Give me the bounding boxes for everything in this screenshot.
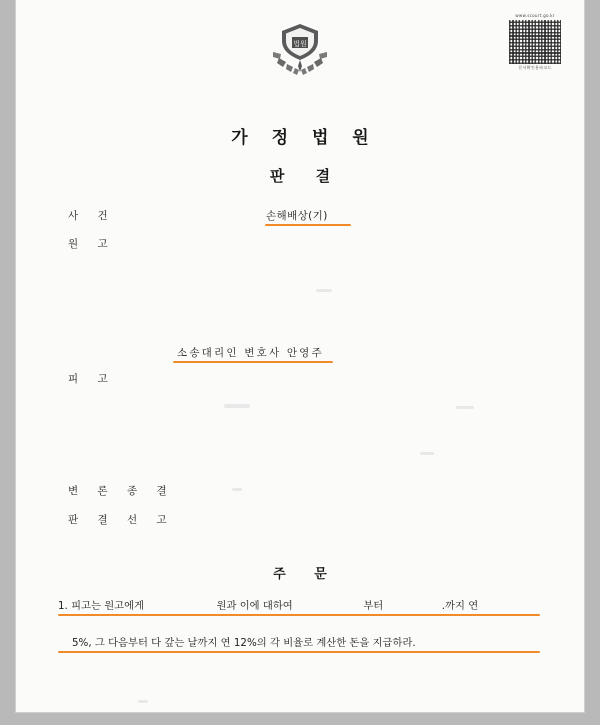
court-emblem-icon (269, 22, 331, 78)
field-label-case: 사 건 (68, 210, 116, 222)
scan-artifact (420, 452, 434, 455)
barcode-caption: 문서확인용바코드 (518, 65, 552, 70)
highlight-case-underline (265, 224, 351, 226)
document-type-title: 판 결 (269, 167, 344, 185)
field-label-closing-date: 변 론 종 결 (68, 485, 175, 497)
scan-artifact (456, 406, 474, 409)
court-title: 가 정 법 원 (231, 128, 378, 148)
attorney-line: 소송대리인 변호사 안영주 (177, 347, 324, 359)
order-line-1-part-b: 원과 이에 대하여 (216, 600, 293, 612)
barcode-stamp (504, 12, 566, 71)
field-value-case: 손해배상(기) (266, 210, 328, 222)
order-line-1 (58, 597, 548, 612)
document-page (16, 0, 584, 712)
field-label-verdict-date: 판 결 선 고 (68, 514, 175, 526)
order-line-1-part-d: .까지 연 (441, 600, 479, 612)
svg-text:법원: 법원 (293, 40, 307, 48)
highlight-order-line-1-underline (58, 614, 540, 616)
barcode-url-text: www.scourt.go.kr (515, 13, 555, 18)
field-label-defendant: 피 고 (68, 373, 116, 385)
order-line-2: 5%, 그 다음부터 다 갚는 날까지 연 12%의 각 비율로 계산한 돈을 지급하라. (72, 637, 416, 649)
order-line-1-part-a: 1. 피고는 원고에게 (58, 600, 144, 612)
scan-artifact (232, 488, 242, 491)
highlight-order-line-2-underline (58, 651, 540, 653)
field-label-plaintiff: 원 고 (68, 238, 116, 250)
order-section-title: 주 문 (273, 567, 339, 582)
scan-artifact (316, 289, 332, 292)
scan-artifact (138, 700, 148, 703)
scan-artifact (224, 404, 250, 408)
qr-code (509, 20, 561, 64)
highlight-attorney-underline (173, 361, 333, 363)
order-line-1-part-c: 부터 (363, 600, 384, 612)
